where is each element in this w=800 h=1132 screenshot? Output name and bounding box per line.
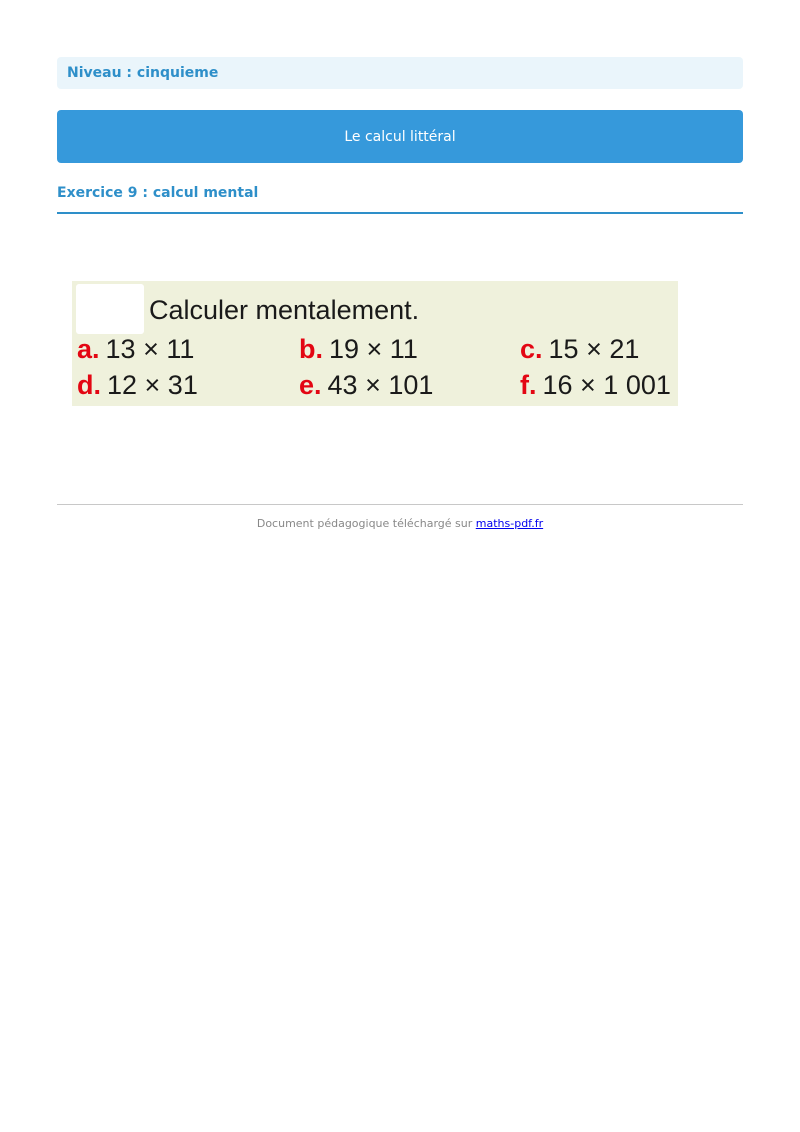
item-letter: f. (520, 370, 537, 400)
exercise-item-b (299, 334, 418, 365)
exercise-heading: Exercice 9 : calcul mental (57, 185, 743, 214)
item-letter: a. (77, 334, 100, 364)
item-expression: 43 × 101 (327, 370, 434, 400)
exercise-item-a (77, 334, 194, 365)
footer-divider (57, 504, 743, 505)
exercise-item-c (520, 334, 639, 365)
item-expression: 13 × 11 (105, 334, 195, 364)
chapter-title-bar (57, 110, 743, 163)
exercise-image (72, 281, 678, 406)
footer-text: Document pédagogique téléchargé sur (256, 517, 473, 530)
exercise-item-e (299, 370, 433, 401)
item-expression: 19 × 11 (329, 334, 418, 364)
item-letter: b. (299, 334, 323, 364)
item-expression: 16 × 1 001 (542, 370, 671, 400)
item-letter: c. (520, 334, 543, 364)
item-expression: 15 × 21 (548, 334, 640, 364)
level-badge (57, 57, 743, 89)
chapter-title: Le calcul littéral (344, 128, 456, 145)
item-letter: e. (299, 370, 322, 400)
exercise-item-d (77, 370, 198, 401)
exercise-number-mask (76, 284, 144, 334)
exercise-instruction: Calculer mentalement. (149, 295, 420, 325)
exercise-item-f (520, 370, 671, 401)
level-text: Niveau : cinquieme (67, 65, 219, 81)
item-letter: d. (77, 370, 101, 400)
footer-link[interactable]: maths-pdf.fr (475, 517, 544, 530)
item-expression: 12 × 31 (107, 370, 198, 400)
footer (57, 517, 743, 530)
